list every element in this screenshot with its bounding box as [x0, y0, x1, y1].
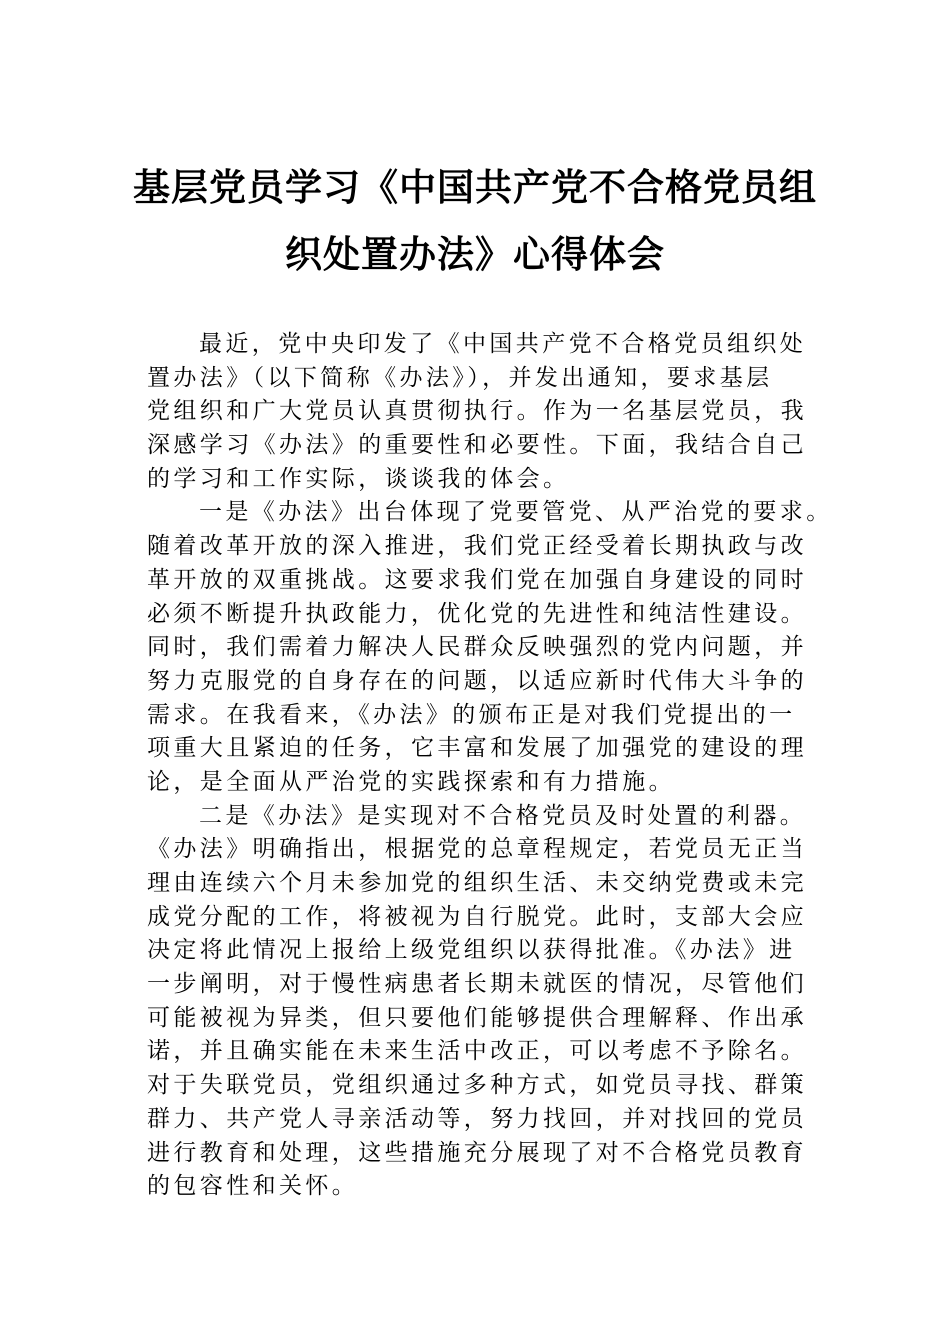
paragraph-line: 必须不断提升执政能力，优化党的先进性和纯洁性建设。	[147, 600, 807, 627]
paragraph-line: 同时，我们需着力解决人民群众反映强烈的党内问题，并	[147, 634, 807, 661]
paragraph-line: 置办法》（以下简称《办法》），并发出通知，要求基层	[147, 364, 773, 391]
document-title-line-2: 织处置办法》心得体会	[285, 232, 665, 276]
paragraph-line: 深感学习《办法》的重要性和必要性。下面，我结合自己	[147, 432, 807, 459]
document-title-line-1: 基层党员学习《中国共产党不合格党员组	[133, 165, 817, 209]
paragraph-line: 对于失联党员，党组织通过多种方式，如党员寻找、群策	[147, 1072, 807, 1099]
paragraph-3	[147, 800, 817, 1204]
paragraph-line: 努力克服党的自身存在的问题，以适应新时代伟大斗争的	[147, 667, 807, 694]
paragraph-line: 项重大且紧迫的任务，它丰富和发展了加强党的建设的理	[147, 735, 807, 762]
paragraph-line: 《办法》明确指出，根据党的总章程规定，若党员无正当	[147, 836, 807, 863]
paragraph-line: 需求。在我看来，《办法》的颁布正是对我们党提出的一	[147, 701, 796, 728]
paragraph-line: 群力、共产党人寻亲活动等，努力找回，并对找回的党员	[147, 1105, 807, 1132]
paragraph-line: 一步阐明，对于慢性病患者长期未就医的情况，尽管他们	[147, 971, 807, 998]
paragraph-line: 论，是全面从严治党的实践探索和有力措施。	[147, 768, 675, 795]
paragraph-2	[147, 496, 833, 799]
paragraph-line: 二是《办法》是实现对不合格党员及时处置的利器。	[199, 802, 807, 829]
document-body	[147, 328, 833, 1204]
paragraph-line: 最近，党中央印发了《中国共产党不合格党员组织处	[199, 331, 807, 357]
paragraph-line: 的学习和工作实际，谈谈我的体会。	[147, 465, 570, 492]
paragraph-1	[147, 328, 817, 496]
paragraph-line: 一是《办法》出台体现了党要管党、从严治党的要求。	[199, 499, 833, 526]
paragraph-line: 诺，并且确实能在未来生活中改正，可以考虑不予除名。	[147, 1038, 807, 1065]
paragraph-line: 理由连续六个月未参加党的组织生活、未交纳党费或未完	[147, 870, 807, 896]
paragraph-line: 进行教育和处理，这些措施充分展现了对不合格党员教育	[147, 1139, 807, 1166]
paragraph-line: 可能被视为异类，但只要他们能够提供合理解释、作出承	[147, 1004, 807, 1031]
paragraph-line: 决定将此情况上报给上级党组织以获得批准。《办法》进	[147, 937, 796, 964]
paragraph-line: 的包容性和关怀。	[147, 1173, 359, 1200]
paragraph-line: 随着改革开放的深入推进，我们党正经受着长期执政与改	[147, 533, 807, 560]
paragraph-line: 成党分配的工作，将被视为自行脱党。此时，支部大会应	[147, 903, 807, 930]
paragraph-line: 革开放的双重挑战。这要求我们党在加强自身建设的同时	[147, 566, 807, 593]
paragraph-line: 党组织和广大党员认真贯彻执行。作为一名基层党员，我	[147, 398, 807, 425]
